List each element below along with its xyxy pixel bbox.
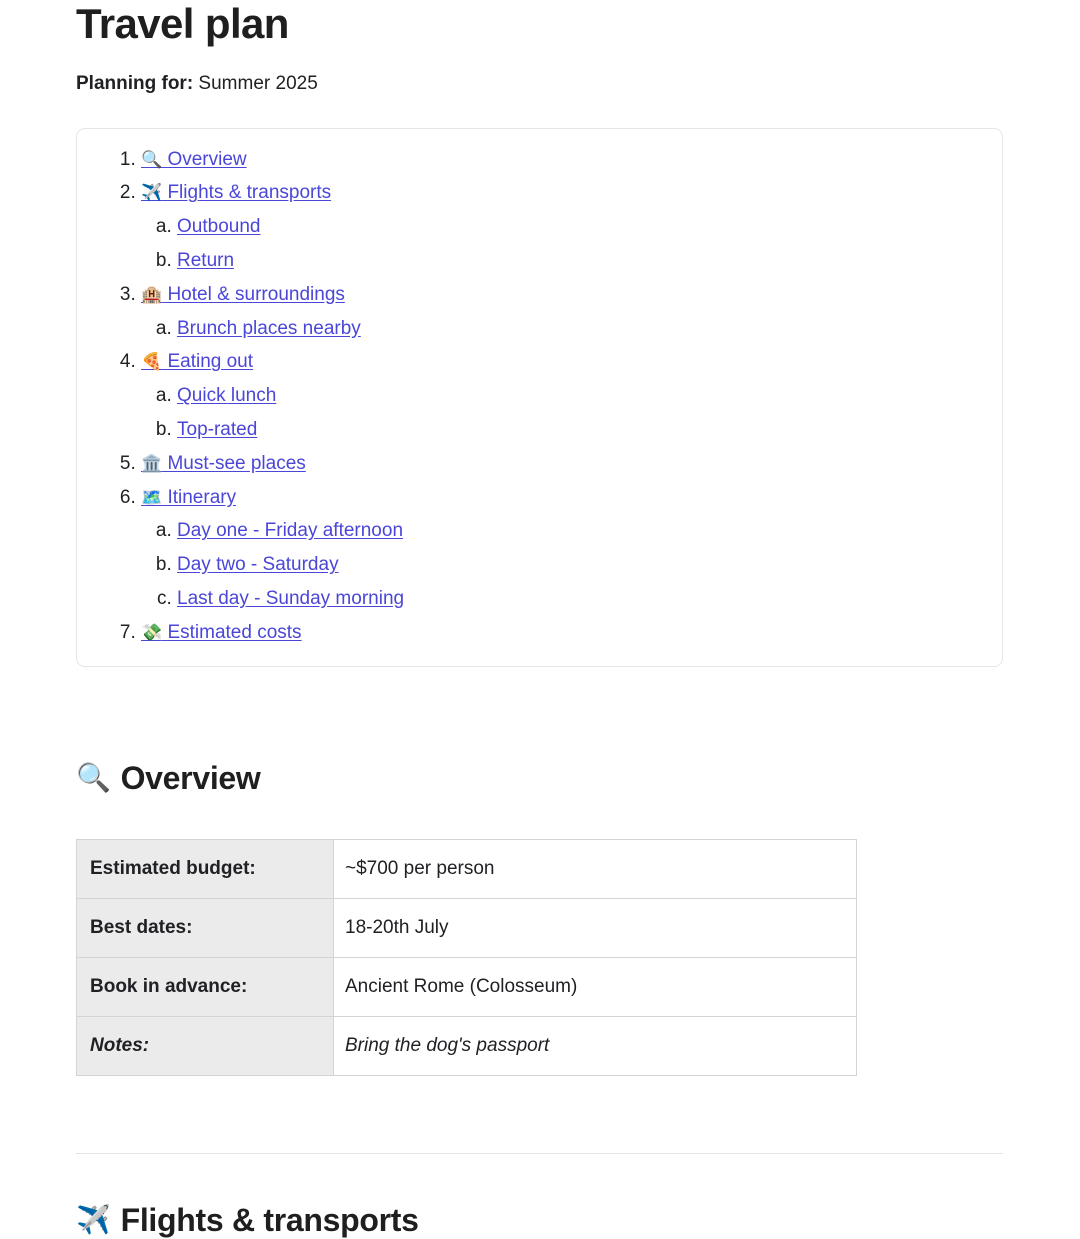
toc-sublink[interactable]: Outbound <box>177 216 261 238</box>
toc-subitem-row <box>177 413 1002 447</box>
airplane-icon: ✈️ <box>76 1203 111 1237</box>
toc-sublink[interactable]: Return <box>177 250 235 272</box>
toc-item-row <box>141 278 1002 312</box>
toc-item <box>141 345 1002 446</box>
toc-sublist <box>141 312 1002 346</box>
pizza-icon: 🍕 <box>141 352 163 373</box>
toc-link-label: Hotel & surroundings <box>167 283 345 305</box>
table-row <box>77 898 857 957</box>
table-row <box>77 1016 857 1075</box>
page-title: Travel plan <box>76 0 289 47</box>
toc-item <box>141 616 1002 650</box>
toc-subitem <box>177 210 1002 244</box>
toc-subitem-row <box>177 210 1002 244</box>
toc-item <box>141 447 1002 481</box>
toc-subitem <box>177 312 1002 346</box>
table-row <box>77 839 857 898</box>
planning-for-label: Planning for: <box>76 73 194 95</box>
table-cell-value: Ancient Rome (Colosseum) <box>334 957 857 1016</box>
magnifying-glass-icon: 🔍 <box>76 761 111 795</box>
planning-for-line <box>76 70 1004 98</box>
section-heading-flights <box>76 1202 1004 1239</box>
table-of-contents <box>76 128 1003 667</box>
toc-link[interactable] <box>141 351 253 372</box>
toc-subitem <box>177 379 1002 413</box>
toc-link[interactable] <box>141 622 302 643</box>
toc-sublist <box>141 514 1002 615</box>
toc-link-label: Flights & transports <box>167 182 332 204</box>
toc-item-row <box>141 176 1002 210</box>
toc-sublink[interactable]: Quick lunch <box>177 385 277 407</box>
toc-subitem-row <box>177 548 1002 582</box>
toc-item-row <box>141 616 1002 650</box>
table-cell-key: Estimated budget: <box>77 839 334 898</box>
table-cell-value: ~$700 per person <box>334 839 857 898</box>
toc-sublist <box>141 210 1002 278</box>
overview-table <box>76 839 857 1076</box>
toc-link[interactable] <box>141 453 306 474</box>
table-cell-key: Book in advance: <box>77 957 334 1016</box>
toc-subitem-row <box>177 312 1002 346</box>
table-row <box>77 957 857 1016</box>
toc-link-label: Estimated costs <box>167 621 302 643</box>
toc-link[interactable] <box>141 284 345 305</box>
toc-subitem-row <box>177 582 1002 616</box>
toc-subitem-row <box>177 244 1002 278</box>
table-cell-value: Bring the dog's passport <box>334 1016 857 1075</box>
toc-item <box>141 176 1002 277</box>
toc-link[interactable] <box>141 487 236 508</box>
toc-subitem <box>177 514 1002 548</box>
toc-link-label: Itinerary <box>167 486 237 508</box>
toc-subitem <box>177 582 1002 616</box>
toc-item-row <box>141 447 1002 481</box>
toc-list <box>77 143 1002 650</box>
toc-item-row <box>141 345 1002 379</box>
table-cell-key: Notes: <box>77 1016 334 1075</box>
section-divider <box>76 1153 1003 1154</box>
toc-subitem-row <box>177 514 1002 548</box>
toc-link-label: Overview <box>167 148 247 170</box>
toc-sublink[interactable]: Brunch places nearby <box>177 317 361 339</box>
toc-item <box>141 481 1002 616</box>
table-cell-key: Best dates: <box>77 898 334 957</box>
toc-link[interactable] <box>141 149 247 170</box>
toc-sublink[interactable]: Day two - Saturday <box>177 554 339 576</box>
toc-item-row <box>141 143 1002 177</box>
classical-building-icon: 🏛️ <box>141 453 163 474</box>
toc-link-label: Eating out <box>167 351 254 373</box>
toc-sublink[interactable]: Top-rated <box>177 419 258 441</box>
airplane-icon: ✈️ <box>141 183 163 204</box>
toc-sublink[interactable]: Last day - Sunday morning <box>177 588 405 609</box>
toc-subitem <box>177 413 1002 447</box>
toc-item <box>141 278 1002 346</box>
toc-link[interactable] <box>141 182 331 203</box>
toc-link-label: Must-see places <box>167 452 306 474</box>
section-heading-flights-label: Flights & transports <box>120 1201 419 1238</box>
toc-subitem <box>177 548 1002 582</box>
toc-item <box>141 143 1002 177</box>
section-heading-overview <box>76 760 1004 797</box>
section-heading-overview-label: Overview <box>120 759 261 796</box>
planning-for-value: Summer 2025 <box>193 73 318 95</box>
table-cell-value: 18-20th July <box>334 898 857 957</box>
hotel-icon: 🏨 <box>141 284 163 305</box>
toc-sublink[interactable]: Day one - Friday afternoon <box>177 520 404 542</box>
toc-subitem-row <box>177 379 1002 413</box>
world-map-icon: 🗺️ <box>141 487 163 508</box>
magnifying-glass-icon: 🔍 <box>141 149 163 170</box>
money-with-wings-icon: 💸 <box>141 622 163 643</box>
toc-sublist <box>141 379 1002 447</box>
toc-subitem <box>177 244 1002 278</box>
toc-item-row <box>141 481 1002 515</box>
